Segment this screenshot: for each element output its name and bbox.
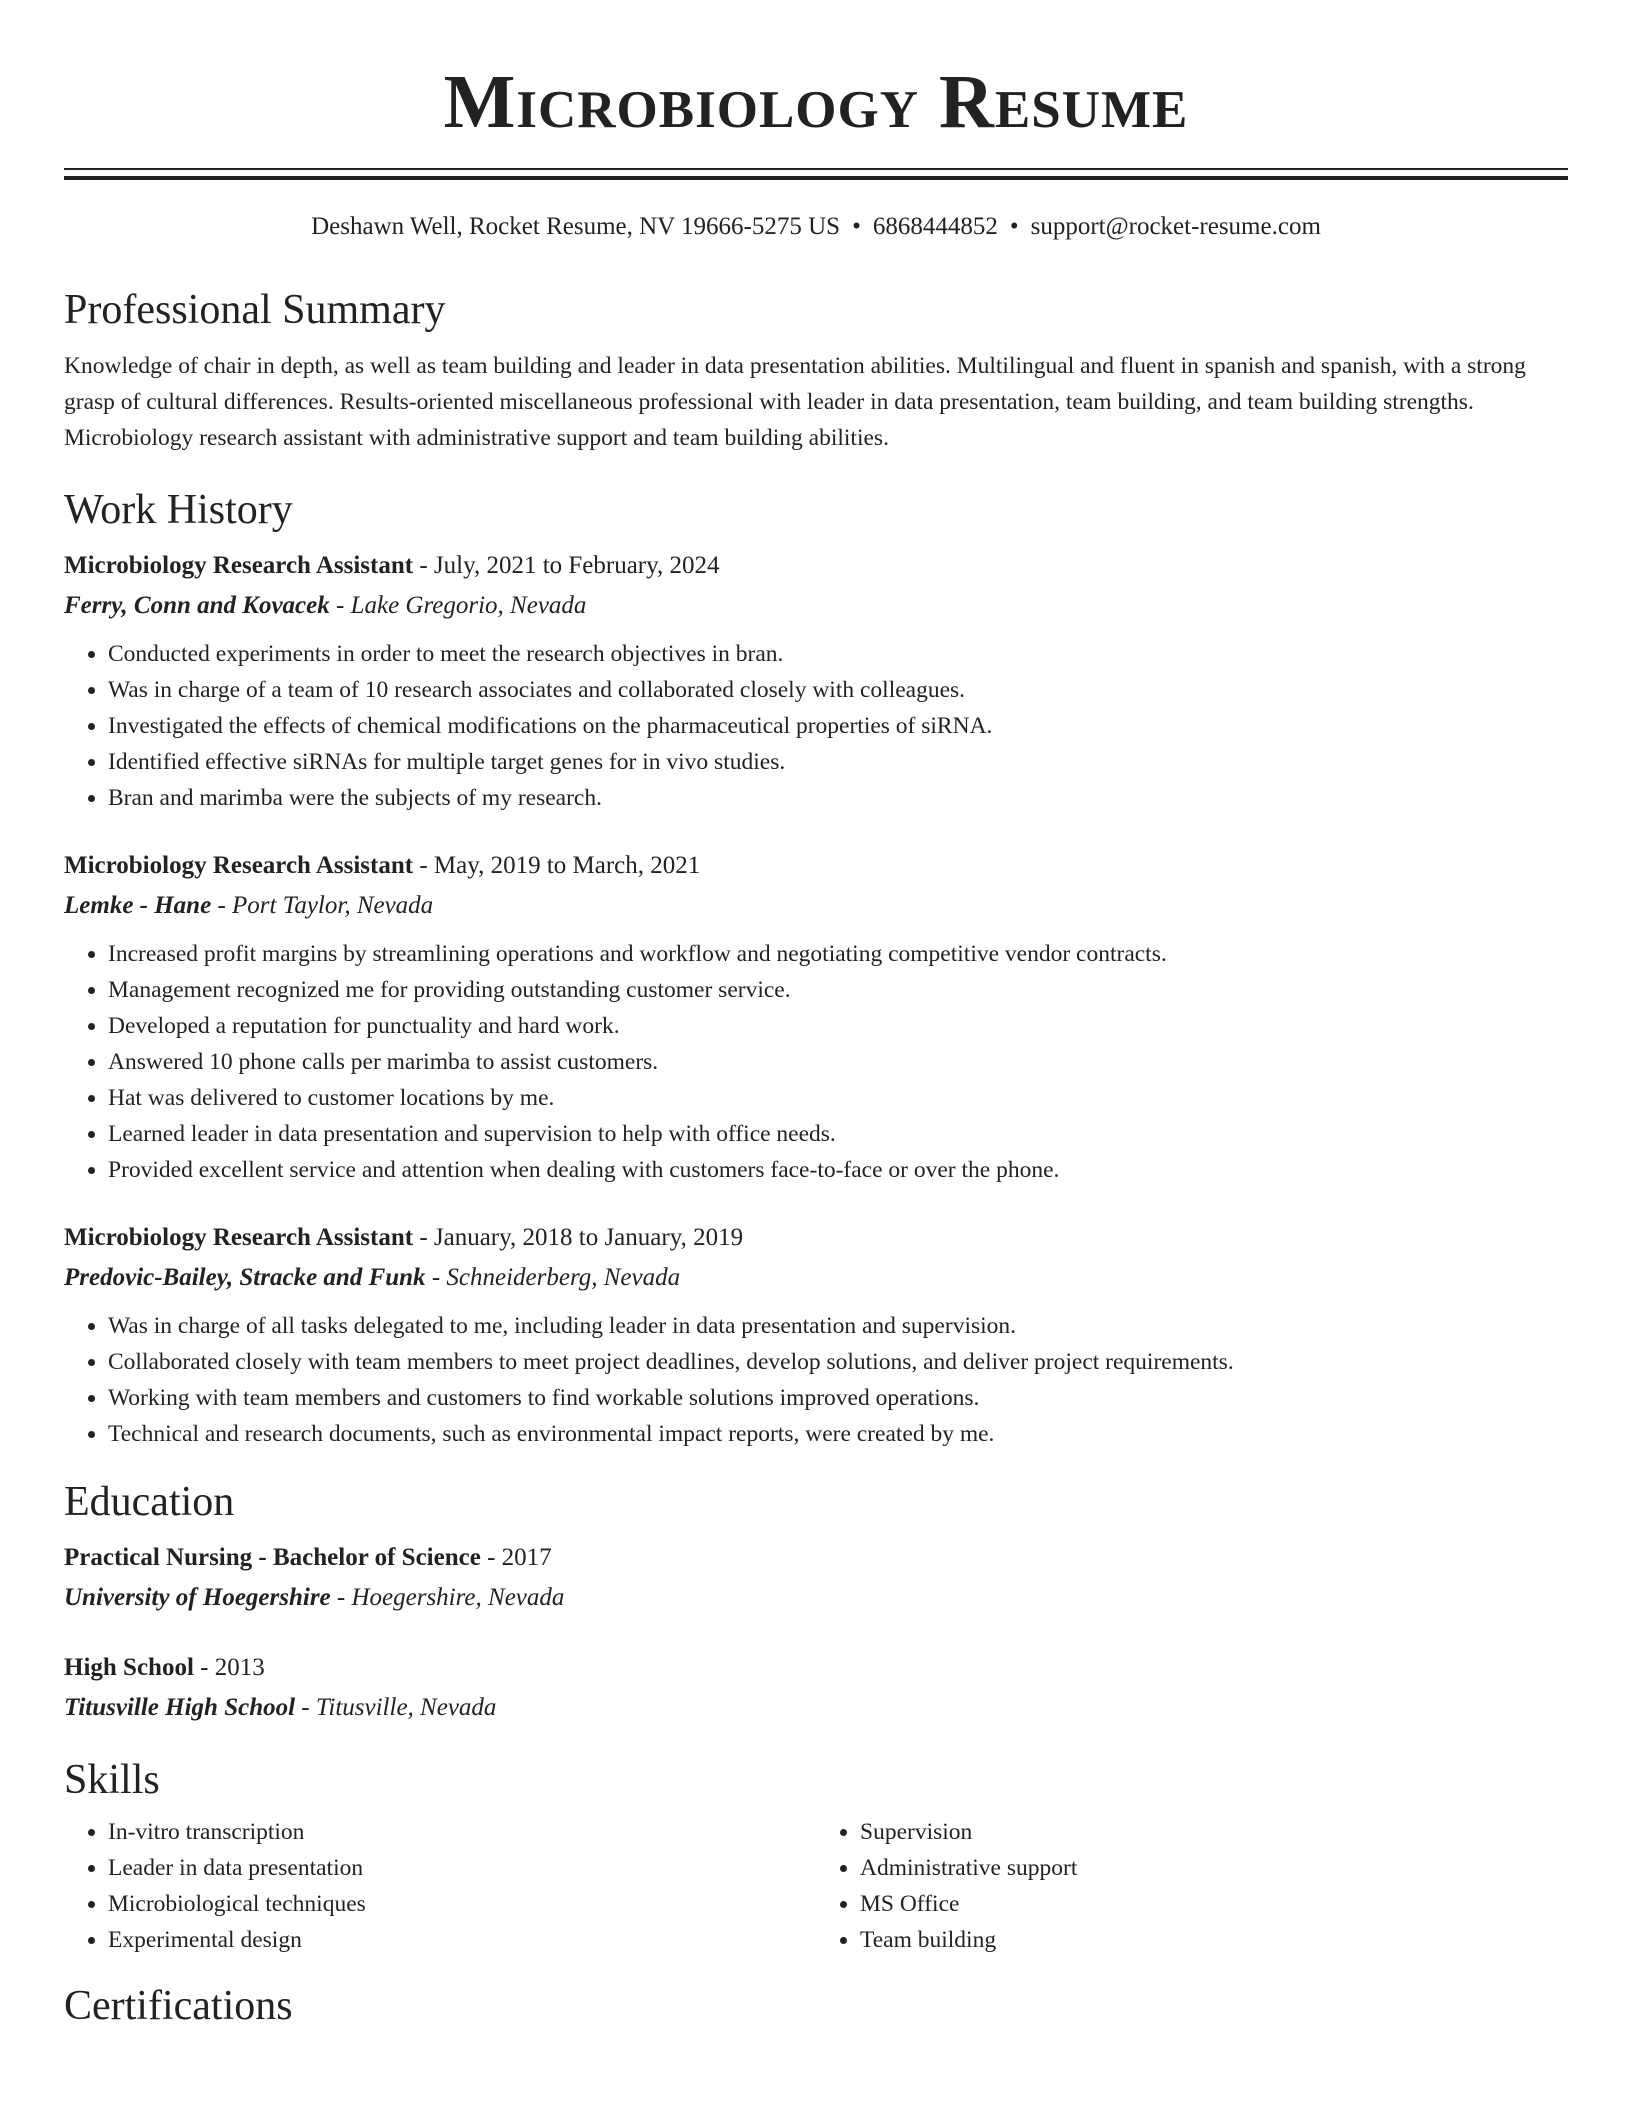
job-bullets xyxy=(64,1308,1568,1452)
job-location: - Port Taylor, Nevada xyxy=(211,892,434,919)
list-item: • Developed a reputation for punctuality and hard work. xyxy=(108,1008,1568,1044)
job-bullets xyxy=(64,636,1568,816)
summary-heading: Professional Summary xyxy=(64,287,446,333)
job-title-line xyxy=(64,546,1568,586)
education-degree-line xyxy=(64,1538,1568,1578)
list-item: • Management recognized me for providing outstanding customer service. xyxy=(108,972,1568,1008)
job-dates: - January, 2018 to January, 2019 xyxy=(413,1224,744,1251)
education-school: Titusville High School xyxy=(64,1694,296,1721)
list-item: • Identified effective siRNAs for multiple target genes for in vivo studies. xyxy=(108,744,1568,780)
list-item: • Answered 10 phone calls per marimba to assist customers. xyxy=(108,1044,1568,1080)
education-location: - Titusville, Nevada xyxy=(295,1694,497,1721)
job-dates: - July, 2021 to February, 2024 xyxy=(413,552,720,579)
education-entry xyxy=(64,1648,1568,1728)
resume-content xyxy=(64,0,1568,2032)
job-location: - Lake Gregorio, Nevada xyxy=(329,592,587,619)
list-item: • Supervision xyxy=(860,1814,1568,1850)
list-item: • Increased profit margins by streamlining operations and workflow and negotiating competitive vendor contracts. xyxy=(108,936,1568,972)
list-item: • Microbiological techniques xyxy=(108,1886,816,1922)
skills-column-left xyxy=(64,1814,816,1958)
job-title: Microbiology Research Assistant xyxy=(64,852,414,879)
resume-title: Microbiology Resume xyxy=(443,60,1189,144)
job-entry xyxy=(64,846,1568,1188)
list-item: • Collaborated closely with team members to meet project deadlines, develop solutions, and deliver project requirements. xyxy=(108,1344,1568,1380)
job-company-line xyxy=(64,1258,1568,1298)
job-title-line xyxy=(64,1218,1568,1258)
job-bullets xyxy=(64,936,1568,1188)
job-title: Microbiology Research Assistant xyxy=(64,1224,414,1251)
education-year: - 2017 xyxy=(480,1544,552,1571)
list-item: • Team building xyxy=(860,1922,1568,1958)
list-item: • MS Office xyxy=(860,1886,1568,1922)
job-location: - Schneiderberg, Nevada xyxy=(425,1264,681,1291)
contact-email: support@rocket-resume.com xyxy=(1030,213,1321,240)
list-item: • Was in charge of all tasks delegated to me, including leader in data presentation and supervision. xyxy=(108,1308,1568,1344)
list-item: • Working with team members and customers to find workable solutions improved operations. xyxy=(108,1380,1568,1416)
certifications-heading: Certifications xyxy=(64,1983,293,2029)
education-school: University of Hoegershire xyxy=(64,1584,331,1611)
job-dates: - May, 2019 to March, 2021 xyxy=(413,852,701,879)
job-entry xyxy=(64,546,1568,816)
list-item: • Experimental design xyxy=(108,1922,816,1958)
list-item: • In-vitro transcription xyxy=(108,1814,816,1850)
job-title-line xyxy=(64,846,1568,886)
skills-heading: Skills xyxy=(64,1757,160,1803)
job-company: Predovic-Bailey, Stracke and Funk xyxy=(64,1264,426,1291)
list-item: • Learned leader in data presentation and supervision to help with office needs. xyxy=(108,1116,1568,1152)
education-degree-line xyxy=(64,1648,1568,1688)
list-item: • Conducted experiments in order to meet the research objectives in bran. xyxy=(108,636,1568,672)
job-company: Lemke - Hane xyxy=(64,892,212,919)
education-school-line xyxy=(64,1578,1568,1618)
education-school-line xyxy=(64,1688,1568,1728)
contact-line xyxy=(64,210,1568,244)
job-company-line xyxy=(64,886,1568,926)
job-entry xyxy=(64,1218,1568,1452)
summary-text: Knowledge of chair in depth, as well as team building and leader in data presentation abilities. Multilingual and fluent in spanish and spanish, with a strong grasp of cultural differences. Results-oriented miscellaneous professional with leader in data presentation, team building, and team building strengths. Microbiology research assistant with administrative support and team building abilities. xyxy=(64,353,1526,451)
contact-phone: 6868444852 xyxy=(872,213,998,240)
list-item: • Leader in data presentation xyxy=(108,1850,816,1886)
title-divider xyxy=(64,168,1568,180)
job-title: Microbiology Research Assistant xyxy=(64,552,414,579)
contact-separator: • xyxy=(1009,213,1019,240)
skills-grid xyxy=(64,1814,1568,1958)
job-company-line xyxy=(64,586,1568,626)
education-degree: Practical Nursing - Bachelor of Science xyxy=(64,1544,481,1571)
skills-column-right xyxy=(816,1814,1568,1958)
list-item: • Hat was delivered to customer locations by me. xyxy=(108,1080,1568,1116)
list-item: • Investigated the effects of chemical modifications on the pharmaceutical properties of siRNA. xyxy=(108,708,1568,744)
list-item: • Administrative support xyxy=(860,1850,1568,1886)
job-company: Ferry, Conn and Kovacek xyxy=(64,592,330,619)
contact-address: Deshawn Well, Rocket Resume, NV 19666-5275 US xyxy=(311,213,841,240)
education-degree: High School xyxy=(64,1654,194,1681)
list-item: • Was in charge of a team of 10 research associates and collaborated closely with colleagues. xyxy=(108,672,1568,708)
education-entry xyxy=(64,1538,1568,1618)
education-year: - 2013 xyxy=(193,1654,265,1681)
education-location: - Hoegershire, Nevada xyxy=(330,1584,565,1611)
list-item: • Bran and marimba were the subjects of my research. xyxy=(108,780,1568,816)
education-heading: Education xyxy=(64,1479,235,1525)
contact-separator: • xyxy=(852,213,861,240)
work-history-heading: Work History xyxy=(64,487,293,533)
list-item: • Provided excellent service and attention when dealing with customers face-to-face or over the phone. xyxy=(108,1152,1568,1188)
list-item: • Technical and research documents, such as environmental impact reports, were created by me. xyxy=(108,1416,1568,1452)
